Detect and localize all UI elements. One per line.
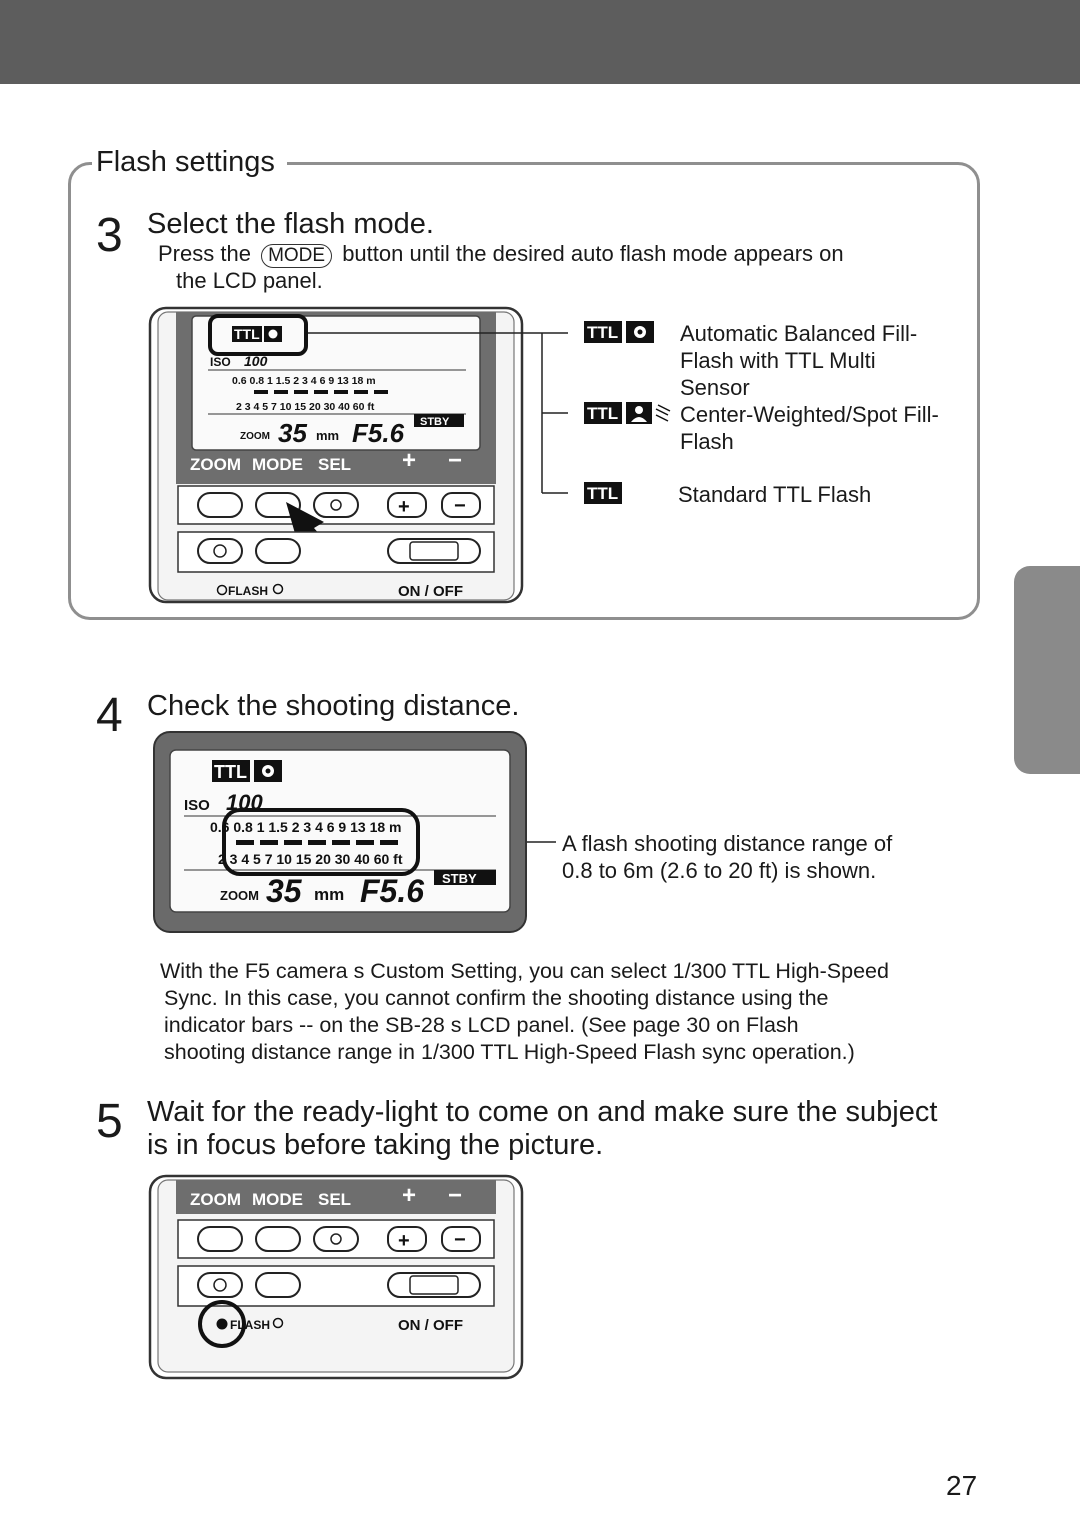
step-5-title-line2: is in focus before taking the picture. (147, 1129, 604, 1161)
panel-flash-label: FLASH (228, 584, 268, 598)
lcd-aperture: F5.6 (360, 873, 425, 909)
high-speed-sync-note (160, 958, 980, 1066)
lcd-zoom-label: ZOOM (220, 888, 259, 903)
note-line: shooting distance range in 1/300 TTL High-Speed Flash sync operation.) (164, 1040, 855, 1064)
svg-text:TTL: TTL (587, 484, 619, 503)
legend-text-line: Sensor (680, 375, 750, 400)
lcd-zoom-unit: mm (314, 885, 345, 904)
svg-text:+: + (398, 1230, 410, 1252)
instruction-text-before: Press the (158, 241, 251, 266)
legend-item-standard (678, 481, 871, 508)
step-3-instruction-line2: the LCD panel. (176, 268, 323, 293)
svg-text:−: − (454, 1229, 466, 1251)
ready-light-icon (217, 1319, 228, 1330)
caption-line: A flash shooting distance range of (562, 831, 893, 856)
svg-text:TTL: TTL (214, 762, 247, 782)
lcd-meters-scale: 0.6 0.8 1 1.5 2 3 4 6 9 13 18 m (210, 819, 402, 835)
panel-sel-label: SEL (318, 1190, 352, 1209)
legend-item-balanced-fill (680, 320, 917, 401)
ttl-standard-icon (584, 481, 624, 505)
svg-text:+: + (398, 496, 410, 518)
lcd-zoom-value: 35 (266, 873, 302, 909)
lcd-aperture: F5.6 (352, 418, 405, 448)
lcd-iso-value: 100 (244, 353, 268, 369)
lcd-zoom-label: ZOOM (240, 431, 270, 442)
ttl-balanced-fill-icon (584, 320, 658, 344)
lcd-ttl-text: TTL (234, 326, 260, 342)
step-4-number: 4 (96, 689, 123, 742)
step-5-number: 5 (96, 1095, 123, 1148)
legend-text-line: Standard TTL Flash (678, 482, 872, 507)
caption-line: 0.8 to 6m (2.6 to 20 ft) is shown. (562, 858, 877, 883)
frame-title: Flash settings (92, 146, 287, 179)
panel-plus-label: + (402, 447, 417, 474)
legend-item-center-weighted (680, 401, 939, 455)
panel-zoom-label: ZOOM (190, 455, 241, 474)
lcd-meters-scale: 0.6 0.8 1 1.5 2 3 4 6 9 13 18 m (232, 375, 376, 387)
step-3-number: 3 (96, 209, 123, 262)
panel-plus-label: + (402, 1182, 417, 1209)
panel-minus-label: − (448, 447, 463, 474)
legend-text-line: Flash (680, 429, 734, 454)
lcd-display-step4 (152, 730, 528, 934)
lcd-feet-scale: 2 3 4 5 7 10 15 20 30 40 60 ft (236, 401, 375, 413)
legend-text-line: Automatic Balanced Fill- (680, 321, 918, 346)
lcd-iso-label: ISO (184, 797, 210, 814)
panel-on-off-label: ON / OFF (398, 583, 463, 600)
panel-minus-label: − (448, 1182, 463, 1209)
svg-text:−: − (454, 495, 466, 517)
lcd-standby: STBY (442, 871, 477, 886)
note-line: Sync. In this case, you cannot confirm the shooting distance using the (164, 986, 829, 1010)
step-5-title-line1: Wait for the ready-light to come on and make sure the subject (147, 1096, 938, 1128)
panel-flash-label: FLASH (230, 1318, 270, 1332)
lcd-zoom-value: 35 (278, 418, 307, 448)
step-4-caption (562, 830, 892, 884)
svg-text:TTL: TTL (587, 323, 619, 342)
step-3-title: Select the flash mode. (147, 208, 434, 240)
note-line: indicator bars -- on the SB-28 s LCD panel. (See page 30 on Flash (164, 1013, 799, 1037)
note-line: With the F5 camera s Custom Setting, you can select 1/300 TTL High-Speed (160, 959, 889, 983)
lcd-zoom-unit: mm (316, 428, 340, 443)
instruction-text-after: button until the desired auto flash mode appears on (342, 241, 844, 266)
lcd-feet-scale: 2 3 4 5 7 10 15 20 30 40 60 ft (218, 851, 403, 867)
lcd-iso-value: 100 (226, 790, 263, 815)
page-number: 27 (946, 1470, 978, 1501)
svg-text:TTL: TTL (587, 404, 619, 423)
panel-zoom-label: ZOOM (190, 1190, 241, 1209)
panel-mode-label: MODE (252, 1190, 303, 1209)
panel-on-off-label: ON / OFF (398, 1317, 463, 1334)
panel-mode-label: MODE (252, 455, 303, 474)
lcd-standby: STBY (420, 416, 450, 428)
flash-unit-panel-step5 (148, 1174, 526, 1382)
mode-button-label: MODE (261, 244, 332, 268)
legend-text-line: Flash with TTL Multi (680, 348, 876, 373)
legend-text-line: Center-Weighted/Spot Fill- (680, 402, 939, 427)
panel-sel-label: SEL (318, 455, 352, 474)
lcd-iso-label: ISO (210, 355, 231, 369)
ttl-center-weighted-icon (584, 401, 672, 425)
step-4-title: Check the shooting distance. (147, 690, 520, 722)
